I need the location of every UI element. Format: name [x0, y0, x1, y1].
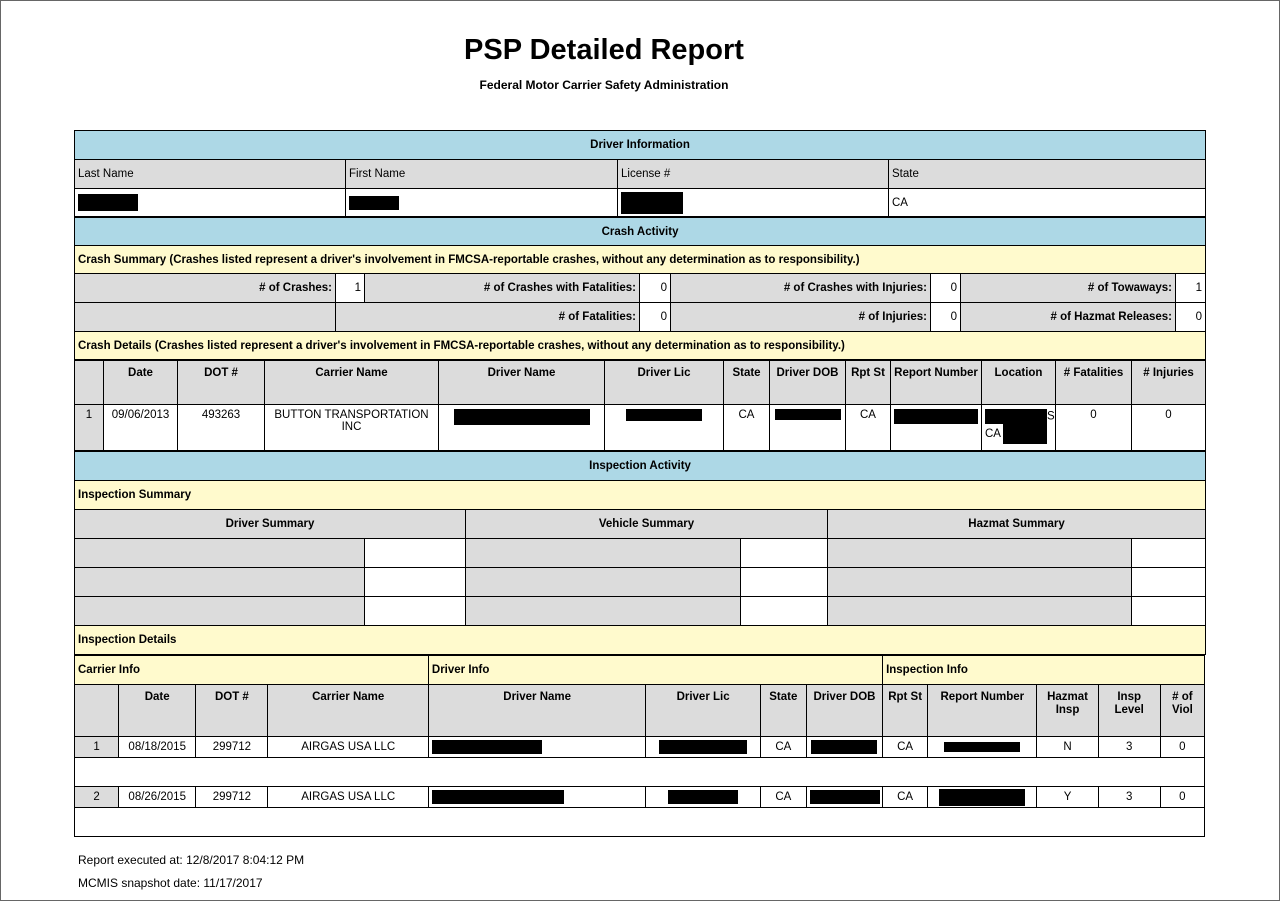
vehicle-oos-rate-value	[741, 597, 828, 626]
row-index: 1	[75, 405, 104, 451]
insp-col-state: State	[760, 685, 806, 737]
redaction-box	[454, 409, 590, 425]
insp-col-index	[75, 685, 119, 737]
redaction-box	[349, 196, 399, 210]
redaction-box	[811, 740, 877, 754]
inspection-summary-title: Inspection Summary	[75, 481, 1206, 510]
crash-driver-lic	[605, 405, 724, 451]
insp-rpt-st: CA	[883, 787, 928, 808]
driver-oos-rate-label	[75, 597, 365, 626]
redaction-box	[944, 742, 1020, 752]
first-name-value	[346, 189, 618, 217]
hazmat-oos-rate-label	[828, 597, 1132, 626]
driver-inspections-value	[365, 539, 466, 568]
crash-col-report-number: Report Number	[891, 361, 982, 405]
driver-oos-inspections-label	[75, 568, 365, 597]
injuries-label: # of Injuries:	[671, 303, 931, 332]
insp-col-driver-name: Driver Name	[428, 685, 646, 737]
crash-rpt-st: CA	[846, 405, 891, 451]
crash-dob	[770, 405, 846, 451]
vehicle-inspections-value	[741, 539, 828, 568]
redaction-box	[1003, 424, 1047, 444]
crash-col-rpt-st: Rpt St	[846, 361, 891, 405]
insp-hazmat: N	[1037, 737, 1098, 758]
table-row	[75, 737, 1205, 758]
crash-col-injuries: # Injuries	[1132, 361, 1206, 405]
row-spacer	[75, 758, 1205, 787]
crash-col-dob: Driver DOB	[770, 361, 846, 405]
crash-activity-header: Crash Activity	[75, 218, 1206, 246]
insp-viol: 0	[1160, 737, 1204, 758]
license-value	[618, 189, 889, 217]
hazmat-oos-inspections-value	[1132, 568, 1206, 597]
fatal-crashes-value: 0	[640, 274, 671, 303]
report-executed: Report executed at: 12/8/2017 8:04:12 PM	[78, 853, 305, 867]
insp-hazmat: Y	[1037, 787, 1098, 808]
injury-crashes-value: 0	[931, 274, 961, 303]
hazmat-inspections-value	[1132, 539, 1206, 568]
row-spacer	[75, 808, 1205, 837]
insp-rpt-st: CA	[883, 737, 928, 758]
vehicle-summary-header: Vehicle Summary	[466, 510, 828, 539]
crash-col-state: State	[724, 361, 770, 405]
insp-carrier: AIRGAS USA LLC	[268, 737, 428, 758]
redaction-box	[775, 409, 841, 420]
insp-date: 08/18/2015	[119, 737, 196, 758]
crash-carrier: BUTTON TRANSPORTATION INC	[265, 405, 439, 451]
inspection-info-header: Inspection Info	[883, 656, 1205, 685]
crash-report-number	[891, 405, 982, 451]
insp-dob	[806, 787, 882, 808]
driver-oos-inspections-value	[365, 568, 466, 597]
driver-info-table	[74, 130, 1206, 217]
insp-col-driver-lic: Driver Lic	[646, 685, 760, 737]
insp-col-viol: # of Viol	[1160, 685, 1204, 737]
inspection-details-title: Inspection Details	[75, 626, 1206, 655]
crash-col-driver-lic: Driver Lic	[605, 361, 724, 405]
inspection-details-table	[74, 655, 1205, 837]
injury-crashes-label: # of Crashes with Injuries:	[671, 274, 931, 303]
redaction-box	[894, 409, 978, 424]
insp-report-number	[928, 737, 1037, 758]
state-label: State	[889, 160, 1206, 189]
insp-col-dot: DOT #	[196, 685, 268, 737]
report-subtitle: Federal Motor Carrier Safety Administration	[479, 78, 729, 92]
driver-oos-rate-value	[365, 597, 466, 626]
crash-dot: 493263	[178, 405, 265, 451]
insp-dot: 299712	[196, 737, 268, 758]
insp-level: 3	[1098, 737, 1160, 758]
crash-details-table	[74, 360, 1206, 451]
redaction-box	[659, 740, 747, 754]
crash-date: 09/06/2013	[104, 405, 178, 451]
last-name-label: Last Name	[75, 160, 346, 189]
crash-summary-title: Crash Summary (Crashes listed represent a driver's involvement in FMCSA-reportable crashes, without any determination as to responsibility.)	[75, 246, 1206, 274]
table-row	[75, 405, 1206, 451]
insp-date: 08/26/2015	[119, 787, 196, 808]
fatalities-label: # of Fatalities:	[336, 303, 640, 332]
vehicle-oos-inspections-label	[466, 568, 741, 597]
insp-col-hazmat: Hazmat Insp	[1037, 685, 1098, 737]
hazmat-summary-header: Hazmat Summary	[828, 510, 1206, 539]
redaction-box	[985, 409, 1047, 424]
crash-col-carrier: Carrier Name	[265, 361, 439, 405]
row-index: 2	[75, 787, 119, 808]
crash-location	[982, 405, 1056, 451]
redaction-box	[626, 409, 702, 421]
fatalities-value: 0	[640, 303, 671, 332]
insp-col-dob: Driver DOB	[806, 685, 882, 737]
snapshot-date: MCMIS snapshot date: 11/17/2017	[78, 876, 263, 890]
redaction-box	[810, 790, 880, 804]
insp-state: CA	[760, 787, 806, 808]
crash-details-title: Crash Details (Crashes listed represent a driver's involvement in FMCSA-reportable crashes, without any determination as to responsibility.)	[75, 332, 1206, 360]
injuries-value: 0	[931, 303, 961, 332]
redaction-box	[621, 192, 683, 214]
crash-col-date: Date	[104, 361, 178, 405]
hazmat-oos-inspections-label	[828, 568, 1132, 597]
driver-info-group-header: Driver Info	[428, 656, 882, 685]
vehicle-oos-inspections-value	[741, 568, 828, 597]
hazmat-oos-rate-value	[1132, 597, 1206, 626]
redaction-box	[939, 789, 1025, 806]
insp-driver-name	[428, 787, 646, 808]
location-text: S	[1047, 410, 1055, 423]
hazmat-inspections-label	[828, 539, 1132, 568]
crash-col-driver-name: Driver Name	[439, 361, 605, 405]
redaction-box	[432, 740, 542, 754]
crash-col-dot: DOT #	[178, 361, 265, 405]
driver-info-header: Driver Information	[75, 131, 1206, 160]
last-name-value	[75, 189, 346, 217]
crash-fatalities: 0	[1056, 405, 1132, 451]
insp-col-report-number: Report Number	[928, 685, 1037, 737]
location-state: CA	[985, 428, 1001, 441]
blank-cell	[75, 303, 336, 332]
hazmat-releases-value: 0	[1176, 303, 1206, 332]
inspection-activity-header: Inspection Activity	[75, 452, 1206, 481]
hazmat-releases-label: # of Hazmat Releases:	[961, 303, 1176, 332]
insp-col-rpt-st: Rpt St	[883, 685, 928, 737]
insp-col-carrier: Carrier Name	[268, 685, 428, 737]
inspection-summary-table	[74, 451, 1206, 655]
row-index: 1	[75, 737, 119, 758]
table-row	[75, 787, 1205, 808]
redaction-box	[668, 790, 738, 804]
num-crashes-label: # of Crashes:	[75, 274, 336, 303]
insp-level: 3	[1098, 787, 1160, 808]
crash-injuries: 0	[1132, 405, 1206, 451]
redaction-box	[78, 194, 138, 211]
insp-carrier: AIRGAS USA LLC	[268, 787, 428, 808]
driver-inspections-label	[75, 539, 365, 568]
crash-state: CA	[724, 405, 770, 451]
insp-driver-lic	[646, 787, 760, 808]
crash-col-location: Location	[982, 361, 1056, 405]
insp-col-date: Date	[119, 685, 196, 737]
towaways-label: # of Towaways:	[961, 274, 1176, 303]
fatal-crashes-label: # of Crashes with Fatalities:	[365, 274, 640, 303]
report-title: PSP Detailed Report	[464, 34, 744, 66]
redaction-box	[432, 790, 564, 804]
first-name-label: First Name	[346, 160, 618, 189]
report-body	[74, 130, 1205, 837]
num-crashes-value: 1	[336, 274, 365, 303]
insp-col-level: Insp Level	[1098, 685, 1160, 737]
insp-dot: 299712	[196, 787, 268, 808]
insp-viol: 0	[1160, 787, 1204, 808]
insp-driver-lic	[646, 737, 760, 758]
vehicle-oos-rate-label	[466, 597, 741, 626]
state-value: CA	[889, 189, 1206, 217]
crash-col-index	[75, 361, 104, 405]
vehicle-inspections-label	[466, 539, 741, 568]
insp-state: CA	[760, 737, 806, 758]
insp-dob	[806, 737, 882, 758]
insp-report-number	[928, 787, 1037, 808]
crash-summary-table	[74, 217, 1206, 360]
crash-driver-name	[439, 405, 605, 451]
towaways-value: 1	[1176, 274, 1206, 303]
driver-summary-header: Driver Summary	[75, 510, 466, 539]
crash-col-fatalities: # Fatalities	[1056, 361, 1132, 405]
insp-driver-name	[428, 737, 646, 758]
carrier-info-header: Carrier Info	[75, 656, 429, 685]
license-label: License #	[618, 160, 889, 189]
